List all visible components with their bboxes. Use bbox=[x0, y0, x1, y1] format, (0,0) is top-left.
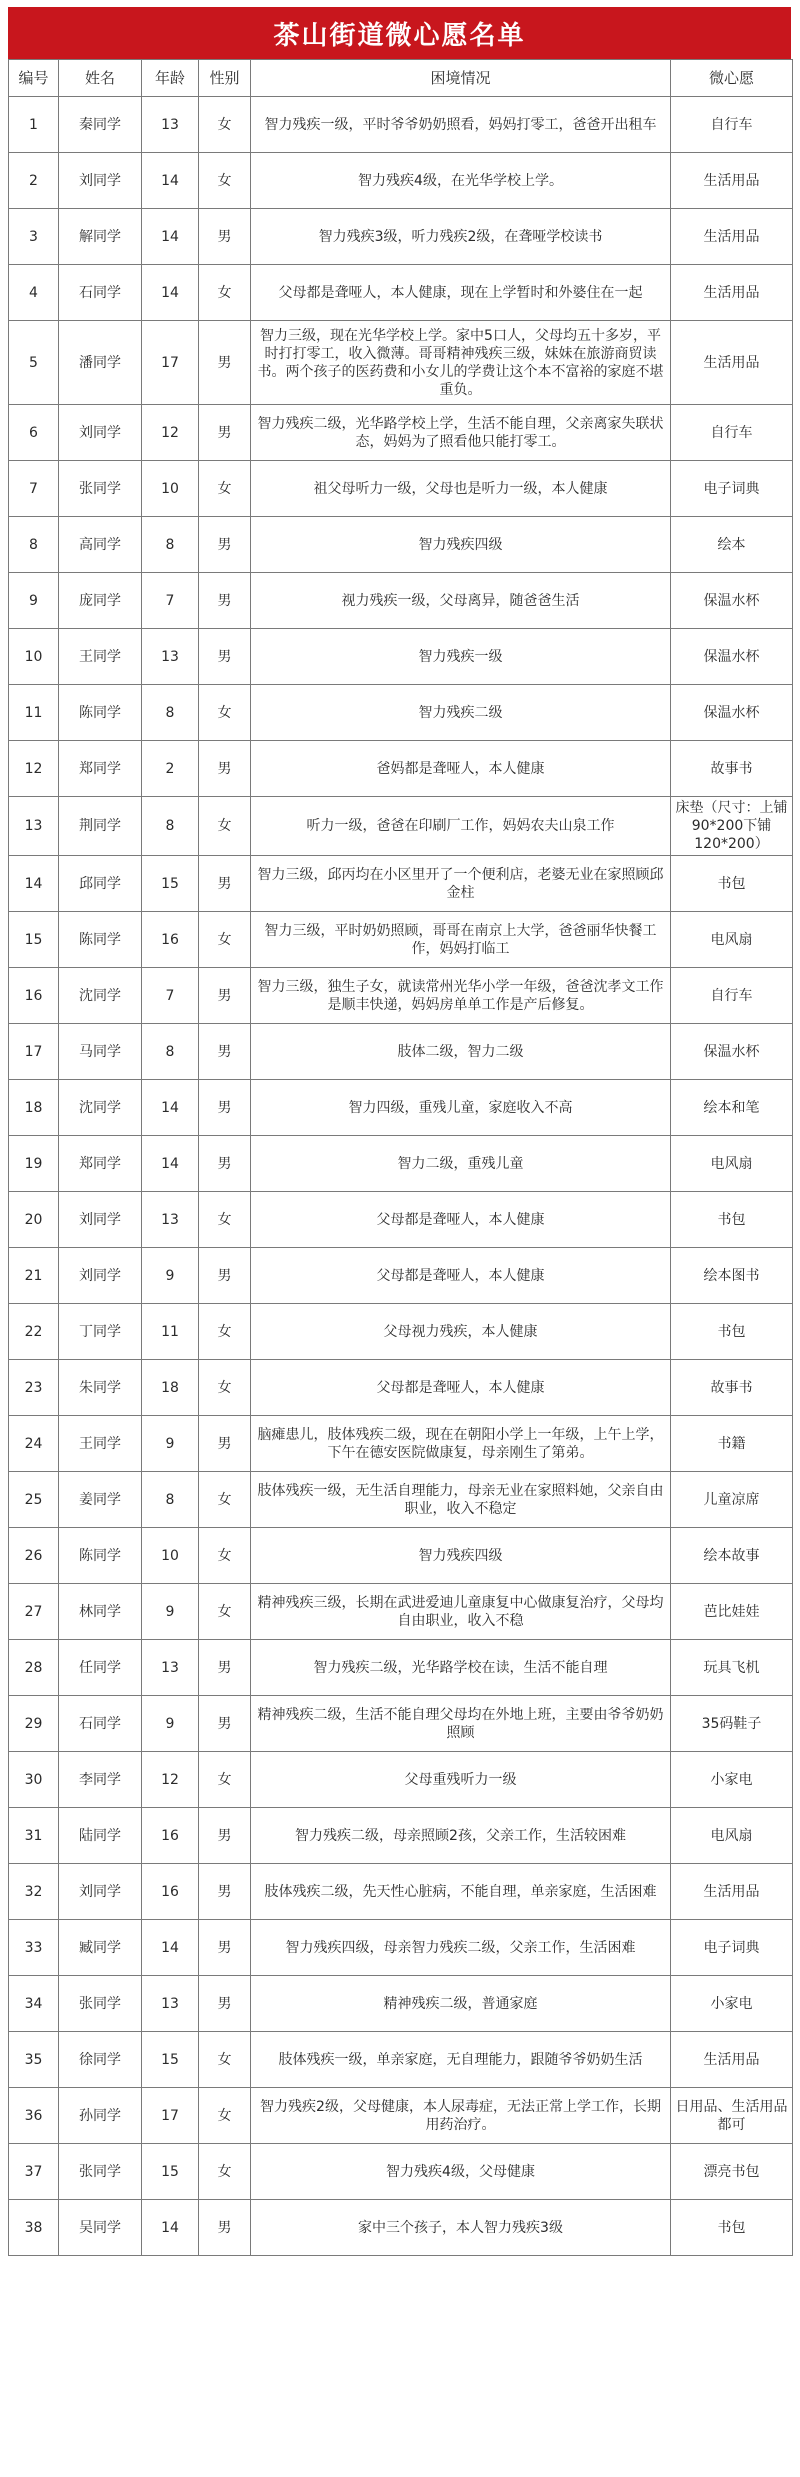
cell-number: 35 bbox=[9, 2032, 59, 2088]
cell-number: 32 bbox=[9, 1864, 59, 1920]
cell-gender: 男 bbox=[199, 1080, 251, 1136]
cell-gender: 女 bbox=[199, 912, 251, 968]
cell-number: 30 bbox=[9, 1752, 59, 1808]
cell-wish: 绘本 bbox=[671, 517, 793, 573]
cell-name: 姜同学 bbox=[59, 1472, 142, 1528]
cell-number: 3 bbox=[9, 209, 59, 265]
cell-name: 陈同学 bbox=[59, 1528, 142, 1584]
cell-number: 26 bbox=[9, 1528, 59, 1584]
cell-wish: 电子词典 bbox=[671, 1920, 793, 1976]
cell-name: 沈同学 bbox=[59, 1080, 142, 1136]
table-row bbox=[9, 797, 793, 856]
cell-situation: 父母重残听力一级 bbox=[251, 1752, 671, 1808]
table-row bbox=[9, 2200, 793, 2256]
table-row bbox=[9, 2032, 793, 2088]
cell-gender: 女 bbox=[199, 1360, 251, 1416]
table-row bbox=[9, 629, 793, 685]
cell-situation: 智力三级，现在光华学校上学。家中5口人，父母均五十多岁，平时打打零工，收入微薄。哥哥精神残疾三级，妹妹在旅游商贸读书。两个孩子的医药费和小女儿的学费让这个本不富裕的家庭不堪重负。 bbox=[251, 321, 671, 405]
cell-gender: 男 bbox=[199, 968, 251, 1024]
cell-gender: 女 bbox=[199, 461, 251, 517]
cell-situation: 肢体残疾二级，先天性心脏病，不能自理，单亲家庭，生活困难 bbox=[251, 1864, 671, 1920]
cell-number: 17 bbox=[9, 1024, 59, 1080]
cell-name: 沈同学 bbox=[59, 968, 142, 1024]
cell-age: 15 bbox=[142, 2144, 199, 2200]
cell-situation: 智力残疾二级，母亲照顾2孩，父亲工作，生活较困难 bbox=[251, 1808, 671, 1864]
cell-number: 27 bbox=[9, 1584, 59, 1640]
cell-gender: 男 bbox=[199, 1976, 251, 2032]
cell-name: 郑同学 bbox=[59, 741, 142, 797]
cell-age: 9 bbox=[142, 1584, 199, 1640]
table-row bbox=[9, 209, 793, 265]
table-body bbox=[9, 97, 793, 2256]
cell-name: 石同学 bbox=[59, 1696, 142, 1752]
cell-situation: 智力残疾2级，父母健康，本人尿毒症，无法正常上学工作，长期用药治疗。 bbox=[251, 2088, 671, 2144]
cell-wish: 生活用品 bbox=[671, 265, 793, 321]
table-row bbox=[9, 405, 793, 461]
cell-number: 28 bbox=[9, 1640, 59, 1696]
cell-situation: 肢体残疾一级，单亲家庭，无自理能力，跟随爷爷奶奶生活 bbox=[251, 2032, 671, 2088]
cell-wish: 书籍 bbox=[671, 1416, 793, 1472]
cell-wish: 绘本和笔 bbox=[671, 1080, 793, 1136]
header-gender: 性别 bbox=[199, 60, 251, 97]
cell-wish: 保温水杯 bbox=[671, 685, 793, 741]
cell-gender: 男 bbox=[199, 517, 251, 573]
cell-age: 9 bbox=[142, 1416, 199, 1472]
table-row bbox=[9, 1584, 793, 1640]
header-wish: 微心愿 bbox=[671, 60, 793, 97]
cell-gender: 男 bbox=[199, 741, 251, 797]
cell-age: 11 bbox=[142, 1304, 199, 1360]
table-row bbox=[9, 1360, 793, 1416]
cell-number: 12 bbox=[9, 741, 59, 797]
cell-wish: 床垫（尺寸：上铺90*200下铺120*200） bbox=[671, 797, 793, 856]
cell-wish: 故事书 bbox=[671, 1360, 793, 1416]
cell-age: 14 bbox=[142, 1136, 199, 1192]
table-row bbox=[9, 1192, 793, 1248]
cell-number: 24 bbox=[9, 1416, 59, 1472]
cell-wish: 生活用品 bbox=[671, 2032, 793, 2088]
cell-situation: 智力残疾二级 bbox=[251, 685, 671, 741]
cell-name: 刘同学 bbox=[59, 1248, 142, 1304]
cell-age: 8 bbox=[142, 1024, 199, 1080]
cell-wish: 电风扇 bbox=[671, 912, 793, 968]
cell-age: 13 bbox=[142, 1976, 199, 2032]
cell-name: 陈同学 bbox=[59, 912, 142, 968]
cell-situation: 智力残疾一级，平时爷爷奶奶照看，妈妈打零工，爸爸开出租车 bbox=[251, 97, 671, 153]
cell-name: 李同学 bbox=[59, 1752, 142, 1808]
cell-age: 10 bbox=[142, 1528, 199, 1584]
cell-age: 13 bbox=[142, 97, 199, 153]
cell-age: 8 bbox=[142, 517, 199, 573]
cell-age: 13 bbox=[142, 1192, 199, 1248]
cell-number: 25 bbox=[9, 1472, 59, 1528]
cell-age: 10 bbox=[142, 461, 199, 517]
cell-gender: 男 bbox=[199, 1248, 251, 1304]
cell-name: 丁同学 bbox=[59, 1304, 142, 1360]
cell-wish: 芭比娃娃 bbox=[671, 1584, 793, 1640]
cell-gender: 男 bbox=[199, 209, 251, 265]
table-row bbox=[9, 321, 793, 405]
cell-gender: 男 bbox=[199, 1864, 251, 1920]
cell-name: 秦同学 bbox=[59, 97, 142, 153]
cell-situation: 智力残疾四级 bbox=[251, 517, 671, 573]
cell-situation: 精神残疾二级，普通家庭 bbox=[251, 1976, 671, 2032]
header-age: 年龄 bbox=[142, 60, 199, 97]
cell-situation: 智力二级，重残儿童 bbox=[251, 1136, 671, 1192]
cell-gender: 男 bbox=[199, 321, 251, 405]
page-title: 茶山街道微心愿名单 bbox=[8, 7, 791, 59]
cell-situation: 智力三级，邱丙均在小区里开了一个便利店，老婆无业在家照顾邱金柱 bbox=[251, 856, 671, 912]
table-row bbox=[9, 2088, 793, 2144]
cell-age: 12 bbox=[142, 405, 199, 461]
cell-wish: 绘本图书 bbox=[671, 1248, 793, 1304]
cell-name: 刘同学 bbox=[59, 1192, 142, 1248]
table-row bbox=[9, 1528, 793, 1584]
table-row bbox=[9, 1136, 793, 1192]
cell-number: 20 bbox=[9, 1192, 59, 1248]
cell-gender: 男 bbox=[199, 1640, 251, 1696]
cell-name: 任同学 bbox=[59, 1640, 142, 1696]
table-row bbox=[9, 153, 793, 209]
cell-situation: 父母都是聋哑人，本人健康 bbox=[251, 1248, 671, 1304]
cell-age: 13 bbox=[142, 1640, 199, 1696]
header-row bbox=[9, 60, 793, 97]
cell-age: 14 bbox=[142, 153, 199, 209]
cell-gender: 女 bbox=[199, 1752, 251, 1808]
cell-situation: 听力一级，爸爸在印刷厂工作，妈妈农夫山泉工作 bbox=[251, 797, 671, 856]
cell-situation: 智力残疾4级，在光华学校上学。 bbox=[251, 153, 671, 209]
cell-number: 5 bbox=[9, 321, 59, 405]
cell-name: 孙同学 bbox=[59, 2088, 142, 2144]
cell-age: 16 bbox=[142, 1808, 199, 1864]
table-row bbox=[9, 1472, 793, 1528]
cell-gender: 男 bbox=[199, 629, 251, 685]
cell-wish: 保温水杯 bbox=[671, 1024, 793, 1080]
cell-wish: 小家电 bbox=[671, 1752, 793, 1808]
cell-gender: 女 bbox=[199, 2088, 251, 2144]
cell-number: 22 bbox=[9, 1304, 59, 1360]
cell-situation: 智力残疾4级，父母健康 bbox=[251, 2144, 671, 2200]
cell-name: 解同学 bbox=[59, 209, 142, 265]
cell-gender: 女 bbox=[199, 97, 251, 153]
cell-name: 荆同学 bbox=[59, 797, 142, 856]
cell-situation: 家中三个孩子，本人智力残疾3级 bbox=[251, 2200, 671, 2256]
cell-situation: 父母都是聋哑人，本人健康 bbox=[251, 1192, 671, 1248]
cell-wish: 书包 bbox=[671, 2200, 793, 2256]
cell-situation: 祖父母听力一级，父母也是听力一级，本人健康 bbox=[251, 461, 671, 517]
cell-situation: 智力三级，平时奶奶照顾，哥哥在南京上大学，爸爸丽华快餐工作，妈妈打临工 bbox=[251, 912, 671, 968]
cell-situation: 视力残疾一级，父母离异，随爸爸生活 bbox=[251, 573, 671, 629]
cell-name: 刘同学 bbox=[59, 1864, 142, 1920]
cell-wish: 儿童凉席 bbox=[671, 1472, 793, 1528]
table-row bbox=[9, 1920, 793, 1976]
cell-number: 6 bbox=[9, 405, 59, 461]
cell-situation: 智力四级，重残儿童，家庭收入不高 bbox=[251, 1080, 671, 1136]
table-row bbox=[9, 1976, 793, 2032]
cell-number: 18 bbox=[9, 1080, 59, 1136]
cell-wish: 书包 bbox=[671, 1192, 793, 1248]
cell-wish: 电子词典 bbox=[671, 461, 793, 517]
cell-gender: 男 bbox=[199, 405, 251, 461]
table-row bbox=[9, 461, 793, 517]
cell-age: 17 bbox=[142, 321, 199, 405]
table-row bbox=[9, 1640, 793, 1696]
cell-situation: 智力三级，独生子女，就读常州光华小学一年级，爸爸沈孝文工作是顺丰快递，妈妈房单单工作是产后修复。 bbox=[251, 968, 671, 1024]
cell-age: 9 bbox=[142, 1248, 199, 1304]
table-row bbox=[9, 517, 793, 573]
cell-gender: 男 bbox=[199, 2200, 251, 2256]
cell-age: 7 bbox=[142, 573, 199, 629]
cell-gender: 女 bbox=[199, 1584, 251, 1640]
cell-number: 7 bbox=[9, 461, 59, 517]
cell-name: 朱同学 bbox=[59, 1360, 142, 1416]
cell-number: 34 bbox=[9, 1976, 59, 2032]
cell-number: 36 bbox=[9, 2088, 59, 2144]
cell-wish: 保温水杯 bbox=[671, 629, 793, 685]
cell-age: 7 bbox=[142, 968, 199, 1024]
table-row bbox=[9, 912, 793, 968]
cell-situation: 肢体二级，智力二级 bbox=[251, 1024, 671, 1080]
cell-name: 吴同学 bbox=[59, 2200, 142, 2256]
cell-situation: 精神残疾三级，长期在武进爱迪儿童康复中心做康复治疗，父母均自由职业，收入不稳 bbox=[251, 1584, 671, 1640]
table-header bbox=[9, 60, 793, 97]
cell-situation: 智力残疾3级，听力残疾2级，在聋哑学校读书 bbox=[251, 209, 671, 265]
cell-wish: 电风扇 bbox=[671, 1136, 793, 1192]
cell-age: 8 bbox=[142, 797, 199, 856]
cell-wish: 故事书 bbox=[671, 741, 793, 797]
cell-number: 33 bbox=[9, 1920, 59, 1976]
table-row bbox=[9, 1304, 793, 1360]
cell-gender: 女 bbox=[199, 1192, 251, 1248]
cell-wish: 生活用品 bbox=[671, 321, 793, 405]
cell-wish: 保温水杯 bbox=[671, 573, 793, 629]
cell-age: 14 bbox=[142, 265, 199, 321]
cell-wish: 玩具飞机 bbox=[671, 1640, 793, 1696]
cell-number: 11 bbox=[9, 685, 59, 741]
cell-gender: 男 bbox=[199, 1024, 251, 1080]
cell-name: 王同学 bbox=[59, 1416, 142, 1472]
table-row bbox=[9, 1696, 793, 1752]
cell-gender: 女 bbox=[199, 2144, 251, 2200]
cell-wish: 自行车 bbox=[671, 405, 793, 461]
header-name: 姓名 bbox=[59, 60, 142, 97]
cell-wish: 书包 bbox=[671, 1304, 793, 1360]
table-row bbox=[9, 573, 793, 629]
cell-gender: 男 bbox=[199, 856, 251, 912]
cell-situation: 智力残疾二级，光华路学校在读，生活不能自理 bbox=[251, 1640, 671, 1696]
cell-age: 14 bbox=[142, 1920, 199, 1976]
table-row bbox=[9, 1080, 793, 1136]
cell-wish: 日用品、生活用品都可 bbox=[671, 2088, 793, 2144]
cell-number: 9 bbox=[9, 573, 59, 629]
cell-age: 16 bbox=[142, 912, 199, 968]
cell-name: 陈同学 bbox=[59, 685, 142, 741]
cell-number: 29 bbox=[9, 1696, 59, 1752]
cell-gender: 女 bbox=[199, 2032, 251, 2088]
cell-number: 31 bbox=[9, 1808, 59, 1864]
cell-name: 庞同学 bbox=[59, 573, 142, 629]
table-row bbox=[9, 1752, 793, 1808]
cell-number: 15 bbox=[9, 912, 59, 968]
cell-age: 12 bbox=[142, 1752, 199, 1808]
cell-name: 张同学 bbox=[59, 461, 142, 517]
cell-age: 14 bbox=[142, 2200, 199, 2256]
cell-situation: 脑瘫患儿，肢体残疾二级，现在在朝阳小学上一年级，上午上学，下午在德安医院做康复，母亲刚生了第弟。 bbox=[251, 1416, 671, 1472]
table-row bbox=[9, 968, 793, 1024]
cell-name: 刘同学 bbox=[59, 405, 142, 461]
table-row bbox=[9, 685, 793, 741]
cell-name: 高同学 bbox=[59, 517, 142, 573]
cell-situation: 精神残疾二级，生活不能自理父母均在外地上班，主要由爷爷奶奶照顾 bbox=[251, 1696, 671, 1752]
cell-wish: 生活用品 bbox=[671, 1864, 793, 1920]
table-row bbox=[9, 1248, 793, 1304]
cell-wish: 自行车 bbox=[671, 97, 793, 153]
cell-age: 9 bbox=[142, 1696, 199, 1752]
cell-age: 14 bbox=[142, 1080, 199, 1136]
cell-wish: 漂亮书包 bbox=[671, 2144, 793, 2200]
cell-age: 15 bbox=[142, 2032, 199, 2088]
cell-name: 林同学 bbox=[59, 1584, 142, 1640]
cell-number: 13 bbox=[9, 797, 59, 856]
cell-name: 潘同学 bbox=[59, 321, 142, 405]
table-row bbox=[9, 2144, 793, 2200]
cell-situation: 父母都是聋哑人，本人健康 bbox=[251, 1360, 671, 1416]
table-row bbox=[9, 1864, 793, 1920]
cell-number: 16 bbox=[9, 968, 59, 1024]
cell-situation: 父母视力残疾，本人健康 bbox=[251, 1304, 671, 1360]
cell-gender: 男 bbox=[199, 1136, 251, 1192]
cell-gender: 女 bbox=[199, 797, 251, 856]
table-row bbox=[9, 1024, 793, 1080]
cell-number: 14 bbox=[9, 856, 59, 912]
wish-list-table bbox=[8, 59, 793, 2256]
cell-name: 张同学 bbox=[59, 1976, 142, 2032]
cell-wish: 生活用品 bbox=[671, 153, 793, 209]
cell-name: 邱同学 bbox=[59, 856, 142, 912]
cell-gender: 女 bbox=[199, 1304, 251, 1360]
cell-number: 2 bbox=[9, 153, 59, 209]
cell-name: 王同学 bbox=[59, 629, 142, 685]
cell-age: 8 bbox=[142, 685, 199, 741]
cell-gender: 男 bbox=[199, 1696, 251, 1752]
table-row bbox=[9, 97, 793, 153]
header-number: 编号 bbox=[9, 60, 59, 97]
cell-gender: 男 bbox=[199, 1416, 251, 1472]
cell-situation: 智力残疾四级 bbox=[251, 1528, 671, 1584]
cell-gender: 女 bbox=[199, 1528, 251, 1584]
cell-gender: 男 bbox=[199, 1920, 251, 1976]
cell-age: 13 bbox=[142, 629, 199, 685]
cell-gender: 女 bbox=[199, 1472, 251, 1528]
cell-situation: 智力残疾二级，光华路学校上学，生活不能自理，父亲离家失联状态，妈妈为了照看他只能打零工。 bbox=[251, 405, 671, 461]
cell-age: 16 bbox=[142, 1864, 199, 1920]
cell-number: 23 bbox=[9, 1360, 59, 1416]
cell-situation: 智力残疾一级 bbox=[251, 629, 671, 685]
cell-name: 马同学 bbox=[59, 1024, 142, 1080]
cell-gender: 女 bbox=[199, 153, 251, 209]
cell-number: 1 bbox=[9, 97, 59, 153]
cell-name: 刘同学 bbox=[59, 153, 142, 209]
cell-number: 38 bbox=[9, 2200, 59, 2256]
cell-name: 石同学 bbox=[59, 265, 142, 321]
table-row bbox=[9, 741, 793, 797]
cell-number: 10 bbox=[9, 629, 59, 685]
header-situation: 困境情况 bbox=[251, 60, 671, 97]
cell-situation: 爸妈都是聋哑人，本人健康 bbox=[251, 741, 671, 797]
table-row bbox=[9, 265, 793, 321]
cell-gender: 女 bbox=[199, 265, 251, 321]
cell-wish: 35码鞋子 bbox=[671, 1696, 793, 1752]
cell-number: 21 bbox=[9, 1248, 59, 1304]
table-row bbox=[9, 856, 793, 912]
cell-name: 臧同学 bbox=[59, 1920, 142, 1976]
cell-wish: 小家电 bbox=[671, 1976, 793, 2032]
cell-gender: 女 bbox=[199, 685, 251, 741]
table-row bbox=[9, 1416, 793, 1472]
cell-number: 4 bbox=[9, 265, 59, 321]
cell-age: 17 bbox=[142, 2088, 199, 2144]
cell-name: 张同学 bbox=[59, 2144, 142, 2200]
cell-wish: 自行车 bbox=[671, 968, 793, 1024]
cell-situation: 肢体残疾一级，无生活自理能力，母亲无业在家照料她，父亲自由职业，收入不稳定 bbox=[251, 1472, 671, 1528]
cell-age: 18 bbox=[142, 1360, 199, 1416]
cell-number: 8 bbox=[9, 517, 59, 573]
cell-wish: 生活用品 bbox=[671, 209, 793, 265]
cell-number: 37 bbox=[9, 2144, 59, 2200]
cell-situation: 父母都是聋哑人，本人健康，现在上学暂时和外婆住在一起 bbox=[251, 265, 671, 321]
cell-name: 郑同学 bbox=[59, 1136, 142, 1192]
cell-age: 8 bbox=[142, 1472, 199, 1528]
cell-number: 19 bbox=[9, 1136, 59, 1192]
cell-gender: 男 bbox=[199, 573, 251, 629]
cell-age: 14 bbox=[142, 209, 199, 265]
cell-gender: 男 bbox=[199, 1808, 251, 1864]
cell-wish: 电风扇 bbox=[671, 1808, 793, 1864]
cell-wish: 书包 bbox=[671, 856, 793, 912]
cell-age: 2 bbox=[142, 741, 199, 797]
cell-situation: 智力残疾四级，母亲智力残疾二级，父亲工作，生活困难 bbox=[251, 1920, 671, 1976]
cell-name: 徐同学 bbox=[59, 2032, 142, 2088]
table-row bbox=[9, 1808, 793, 1864]
cell-age: 15 bbox=[142, 856, 199, 912]
cell-wish: 绘本故事 bbox=[671, 1528, 793, 1584]
cell-name: 陆同学 bbox=[59, 1808, 142, 1864]
